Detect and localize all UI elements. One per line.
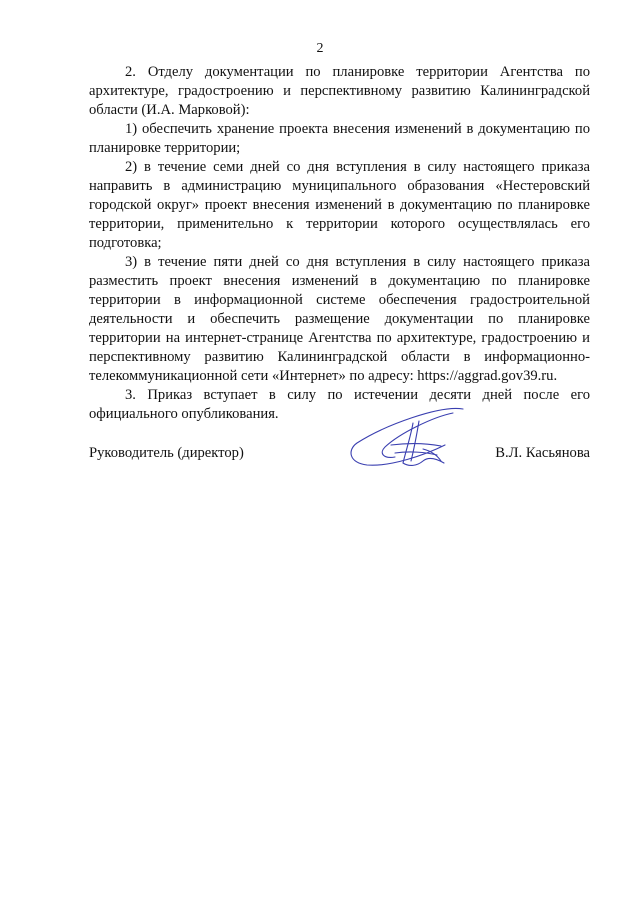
paragraph-item-3: 3. Приказ вступает в силу по истечении десяти дней после его официального опубликования. <box>89 387 590 422</box>
signatory-name: В.Л. Касьянова <box>495 445 590 461</box>
handwritten-signature-icon <box>345 403 475 475</box>
paragraph-subitem-1: 1) обеспечить хранение проекта внесения изменений в документацию по планировке территории; <box>89 121 590 156</box>
page-number: 2 <box>316 41 324 56</box>
paragraph-subitem-3: 3) в течение пяти дней со дня вступления в силу настоящего приказа разместить проект внесения изменений в документацию по планировке территории в информационной системе обеспечения градостроительной деятельности и обеспечить размещение документации по планировке территории на интернет-странице Агентства по архитектуре, градостроению и перспективному развитию Калининградской области в информационно-телекоммуникационной сети «Интернет» по адресу: https://aggrad.gov39.ru. <box>89 254 590 384</box>
signatory-position: Руководитель (директор) <box>89 445 244 461</box>
signature-block <box>89 444 590 464</box>
paragraph-subitem-2: 2) в течение семи дней со дня вступления в силу настоящего приказа направить в администрацию муниципального образования «Нестеровский городской округ» проект внесения изменений в документацию по планировке территории, применительно к территории которого осуществлялась его подготовка; <box>89 159 590 251</box>
paragraph-item-2: 2. Отделу документации по планировке территории Агентства по архитектуре, градостроению и перспективному развитию Калининградской области (И.А. Марковой): <box>89 64 590 118</box>
document-body <box>89 63 590 424</box>
